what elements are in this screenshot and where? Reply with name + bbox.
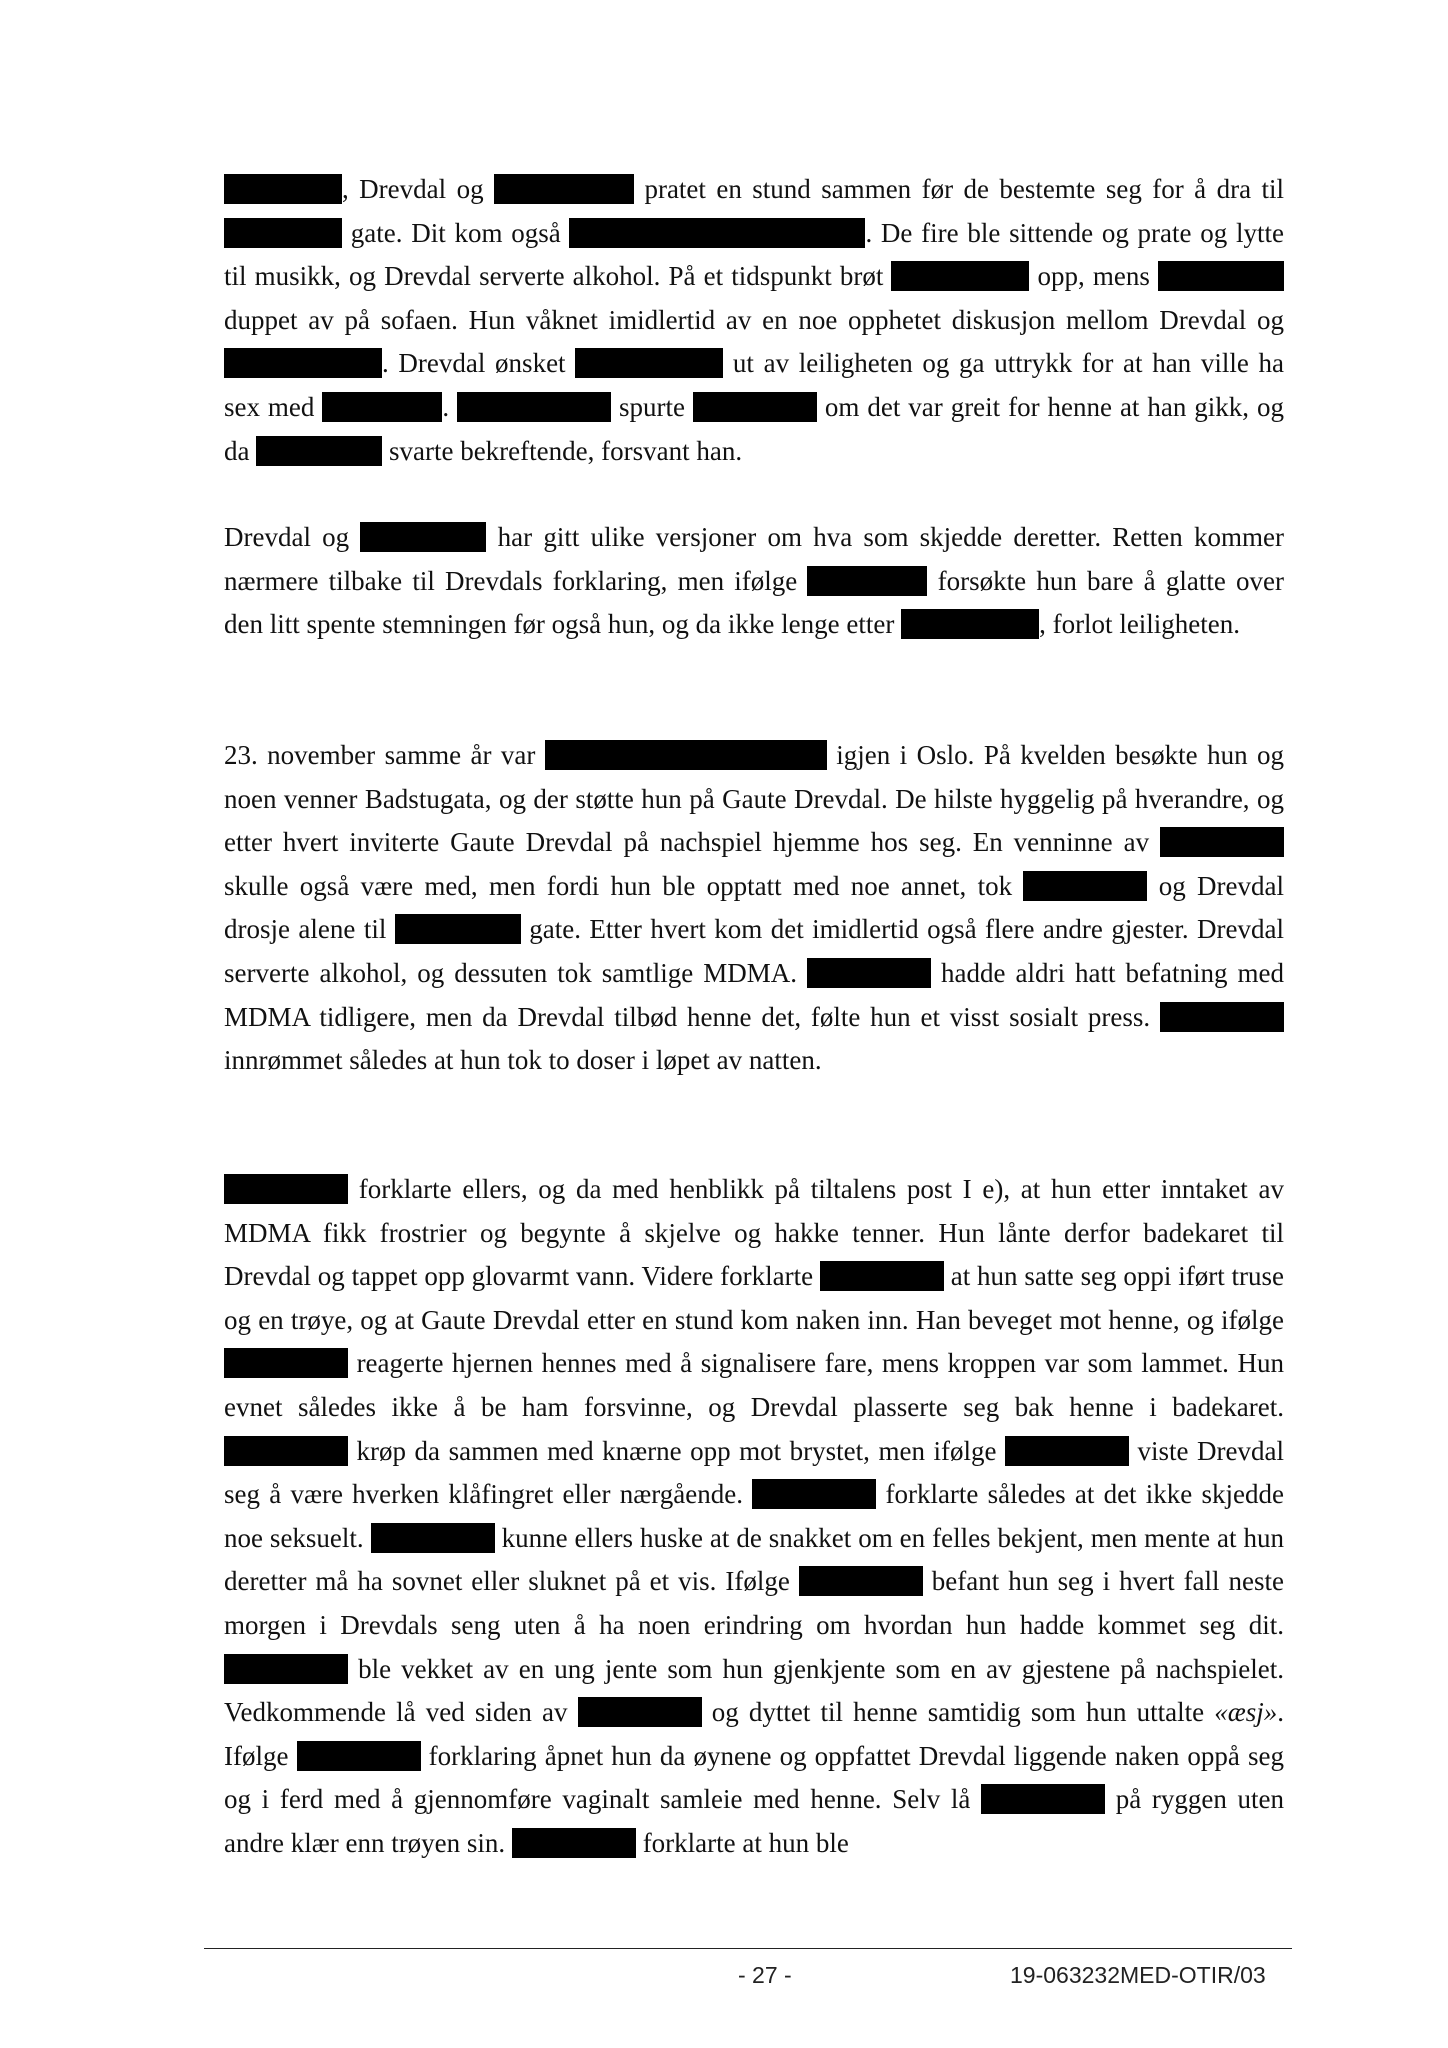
- redaction-box: [360, 522, 486, 552]
- paragraph-4: forklarte ellers, og da med henblikk på tiltalens post I e), at hun etter inntaket av MDMA fikk frostrier og begynte å skjelve og hakke tenner. Hun lånte derfor badekaret til Drevdal og tappet opp glovarmt vann. Videre forklarte at hun satte seg oppi iført truse og en trøye, og at Gaute Drevdal etter en stund kom naken inn. Han beveget mot henne, og ifølge reagerte hjernen hennes med å signalisere fare, mens kroppen var som lammet. Hun evnet således ikke å be ham forsvinne, og Drevdal plasserte seg bak henne i badekaret. krøp da sammen med knærne opp mot brystet, men ifølge viste Drevdal seg å være hverken klåfingret eller nærgående. forklarte således at det ikke skjedde noe seksuelt. kunne ellers huske at de snakket om en felles bekjent, men mente at hun deretter må ha sovnet eller sluknet på et vis. Ifølge befant hun seg i hvert fall neste morgen i Drevdals seng uten å ha noen erindring om hvordan hun hadde kommet seg dit. ble vekket av en ung jente som hun gjenkjente som en av gjestene på nachspielet. Vedkommende lå ved siden av og dyttet til henne samtidig som hun uttalte «æsj». Ifølge forklaring åpnet hun da øynene og oppfattet Drevdal liggende naken oppå seg og i ferd med å gjennomføre vaginalt samleie med henne. Selv lå på ryggen uten andre klær enn trøyen sin. forklarte at hun ble: [224, 1174, 1285, 1858]
- redaction-box: [256, 436, 382, 466]
- redaction-box: [693, 392, 817, 422]
- redaction-box: [1160, 827, 1284, 857]
- redaction-box: [820, 1261, 944, 1291]
- redaction-box: [1005, 1436, 1129, 1466]
- paragraph-3: 23. november samme år var igjen i Oslo. På kvelden besøkte hun og noen venner Badstugata, og der støtte hun på Gaute Drevdal. De hilste hyggelig på hverandre, og etter hvert inviterte Gaute Drevdal på nachspiel hjemme hos seg. En venninne av skulle også være med, men fordi hun ble opptatt med noe annet, tok og Drevdal drosje alene til gate. Etter hvert kom det imidlertid også flere andre gjester. Drevdal serverte alkohol, og dessuten tok samtlige MDMA. hadde aldri hatt befatning med MDMA tidligere, men da Drevdal tilbød henne det, følte hun et visst sosialt press. innrømmet således at hun tok to doser i løpet av natten.: [224, 740, 1285, 1076]
- redaction-box: [545, 740, 827, 770]
- redaction-box: [981, 1784, 1105, 1814]
- redaction-box: [224, 348, 382, 378]
- redaction-box: [807, 958, 931, 988]
- paragraph-1: , Drevdal og pratet en stund sammen før de bestemte seg for å dra til gate. Dit kom også . De fire ble sittende og prate og lytte til musikk, og Drevdal serverte alkohol. På et tidspunkt brøt opp, mens duppet av på sofaen. Hun våknet imidlertid av en noe opphetet diskusjon mellom Drevdal og . Drevdal ønsket ut av leiligheten og ga uttrykk for at han ville ha sex med . spurte om det var greit for henne at han gikk, og da svarte bekreftende, forsvant han.: [224, 174, 1285, 466]
- redaction-box: [1158, 261, 1284, 291]
- redaction-box: [224, 1174, 348, 1204]
- redaction-box: [224, 1348, 348, 1378]
- redaction-box: [371, 1523, 495, 1553]
- case-number: 19-063232MED-OTIR/03: [1010, 1962, 1266, 1988]
- redaction-box: [224, 174, 342, 204]
- page-number: - 27 -: [738, 1962, 792, 1988]
- redaction-box: [901, 609, 1039, 639]
- redaction-box: [799, 1566, 923, 1596]
- redaction-box: [494, 174, 634, 204]
- redaction-box: [807, 566, 927, 596]
- redaction-box: [395, 914, 521, 944]
- redaction-box: [322, 392, 442, 422]
- redaction-box: [224, 1654, 348, 1684]
- redaction-box: [297, 1741, 421, 1771]
- redaction-box: [569, 218, 865, 248]
- redaction-box: [224, 1436, 348, 1466]
- redaction-box: [752, 1479, 876, 1509]
- redaction-box: [1023, 871, 1147, 901]
- quoted-exclamation: «æsj»: [1214, 1697, 1278, 1728]
- redaction-box: [578, 1697, 702, 1727]
- redaction-box: [891, 261, 1029, 291]
- redaction-box: [1160, 1002, 1284, 1032]
- redaction-box: [575, 348, 723, 378]
- redaction-box: [512, 1828, 636, 1858]
- redaction-box: [457, 392, 611, 422]
- footer-divider: [204, 1948, 1292, 1949]
- redaction-box: [224, 218, 342, 248]
- paragraph-2: Drevdal og har gitt ulike versjoner om hva som skjedde deretter. Retten kommer nærmere tilbake til Drevdals forklaring, men ifølge forsøkte hun bare å glatte over den litt spente stemningen før også hun, og da ikke lenge etter , forlot leiligheten.: [224, 522, 1284, 640]
